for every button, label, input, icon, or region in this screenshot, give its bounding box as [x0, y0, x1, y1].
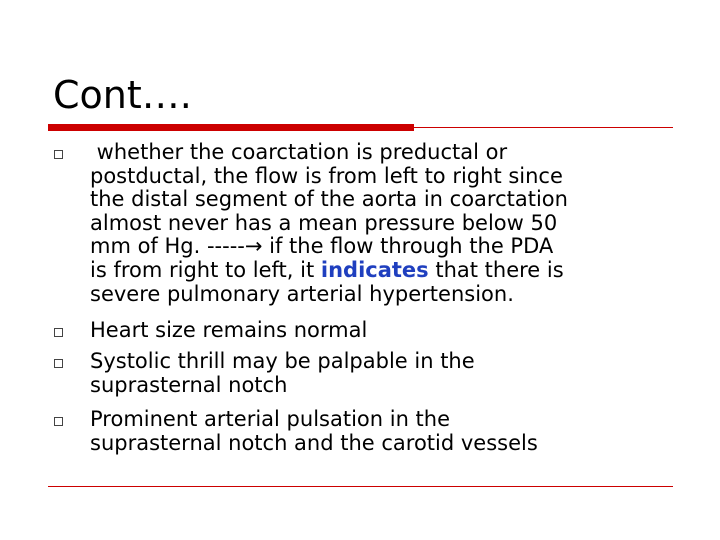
highlight-indicates: indicates	[320, 257, 429, 282]
bullet-1-line-6-end: that there is	[428, 257, 564, 282]
bullet-2-line-1: Heart size remains normal	[90, 318, 368, 342]
hollow-square-icon	[54, 417, 63, 426]
bullet-item-4	[90, 408, 690, 455]
bullet-1-line-6-start: is from right to left, it	[90, 257, 321, 282]
slide-title: Cont….	[53, 73, 192, 117]
title-underline-thick	[48, 124, 414, 131]
hollow-square-icon	[54, 359, 63, 368]
bullet-item-2	[90, 319, 690, 343]
hollow-square-icon	[54, 150, 63, 159]
bullet-4-line-2: suprasternal notch and the carotid vessels	[90, 430, 538, 455]
bullet-1-line-6	[90, 259, 690, 283]
bullet-4-line-1: Prominent arterial pulsation in the	[90, 407, 451, 431]
bullet-item-3	[90, 350, 690, 397]
bottom-rule	[48, 486, 673, 487]
bullet-1-line-1: whether the coarctation is preductal or	[90, 140, 508, 164]
bullet-item-1	[90, 141, 690, 306]
bullet-1-line-7: severe pulmonary arterial hypertension.	[90, 281, 514, 306]
bullet-1-line-5: mm of Hg. -----→ if the flow through the PDA	[90, 234, 554, 259]
hollow-square-icon	[54, 328, 63, 337]
bullet-1-line-3: the distal segment of the aorta in coarctation	[90, 187, 568, 212]
bullet-1-line-2: postductal, the flow is from left to right since	[90, 163, 563, 188]
bullet-3-line-2: suprasternal notch	[90, 372, 288, 397]
bullet-3-line-1: Systolic thrill may be palpable in the	[90, 349, 475, 373]
bullet-1-line-4: almost never has a mean pressure below 50	[90, 210, 558, 235]
